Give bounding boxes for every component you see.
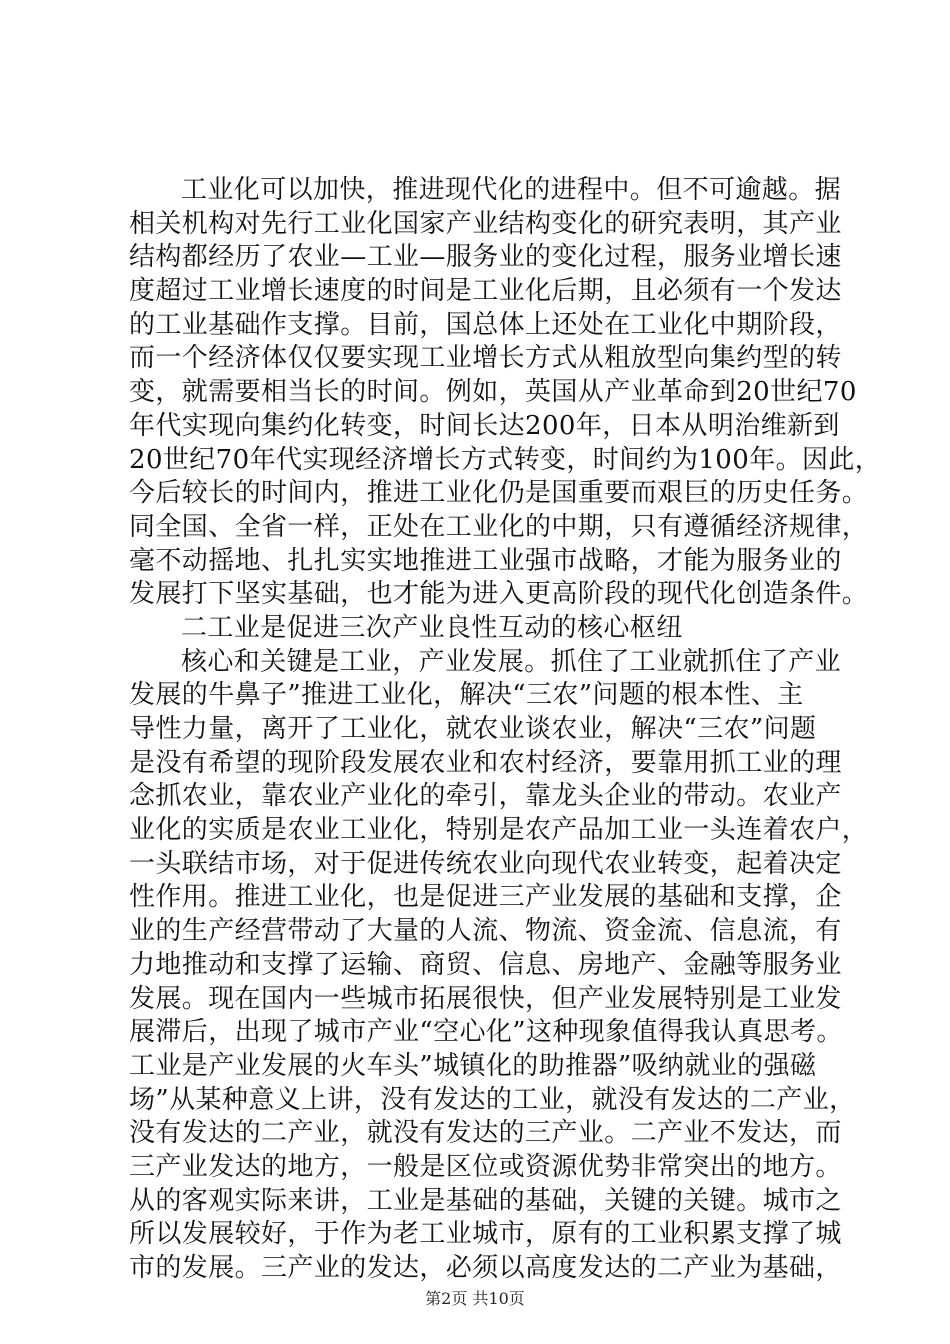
text-line: 展滞后，出现了城市产业“空心化”这种现象值得我认真思考。 xyxy=(129,1017,843,1048)
text-line: 工业化可以加快，推进现代化的进程中。但不可逾越。据 xyxy=(181,175,842,205)
text-line: 没有发达的二产业，就没有发达的三产业。二产业不发达，而 xyxy=(129,1118,842,1149)
text-line: 变，就需要相当长的时间。例如，英国从产业革命到20世纪70 xyxy=(129,377,857,408)
text-line: 核心和关键是工业，产业发展。抓住了工业就抓住了产业 xyxy=(181,646,842,677)
text-line: 是没有希望的现阶段发展农业和农村经济，要靠用抓工业的理 xyxy=(129,747,842,778)
text-line: 今后较长的时间内，推进工业化仍是国重要而艰巨的历史任务。 xyxy=(129,478,869,509)
text-line: 场”从某种意义上讲，没有发达的工业，就没有发达的二产业， xyxy=(129,1084,856,1115)
text-line: 相关机构对先行工业化国家产业结构变化的研究表明，其产业 xyxy=(129,208,842,239)
text-line: 导性力量，离开了工业化，就农业谈农业，解决“三农”问题 xyxy=(129,714,817,744)
text-line: 性作用。推进工业化，也是促进三产业发展的基础和支撑，企 xyxy=(129,882,842,913)
text-line: 一头联结市场，对于促进传统农业向现代农业转变，起着决定 xyxy=(129,848,842,879)
page-number: 第2页 共10页 xyxy=(425,1289,525,1308)
text-line: 念抓农业，靠农业产业化的牵引，靠龙头企业的带动。农业产 xyxy=(129,781,842,812)
text-line: 发展的牛鼻子”推进工业化，解决“三农”问题的根本性、主 xyxy=(129,680,804,711)
text-line: 业化的实质是农业工业化，特别是农产品加工业一头连着农户， xyxy=(129,815,869,846)
text-line: 同全国、全省一样，正处在工业化的中期，只有遵循经济规律， xyxy=(129,511,869,542)
text-line: 20世纪70年代实现经济增长方式转变，时间约为100年。因此， xyxy=(129,444,882,475)
text-line: 的工业基础作支撑。目前，国总体上还处在工业化中期阶段， xyxy=(129,309,842,340)
text-line: 从的客观实际来讲，工业是基础的基础，关键的关键。城市之 xyxy=(129,1185,842,1216)
body-text xyxy=(129,174,882,1286)
text-line: 力地推动和支撑了运输、商贸、信息、房地产、金融等服务业 xyxy=(129,949,842,980)
text-line: 市的发展。三产业的发达，必须以高度发达的二产业为基础， xyxy=(129,1253,842,1283)
text-line: 二工业是促进三次产业良性互动的核心枢纽 xyxy=(181,612,683,643)
text-line: 发展。现在国内一些城市拓展很快，但产业发展特别是工业发 xyxy=(129,983,842,1014)
text-line: 所以发展较好，于作为老工业城市，原有的工业积累支撑了城 xyxy=(129,1219,842,1250)
text-line: 发展打下坚实基础，也才能为进入更高阶段的现代化创造条件。 xyxy=(129,579,869,610)
text-line: 年代实现向集约化转变，时间长达200年，日本从明治维新到 xyxy=(129,410,840,441)
text-line: 毫不动摇地、扎扎实实地推进工业强市战略，才能为服务业的 xyxy=(129,545,842,576)
text-line: 三产业发达的地方，一般是区位或资源优势非常突出的地方。 xyxy=(129,1151,842,1182)
text-line: 工业是产业发展的火车头”城镇化的助推器”吸纳就业的强磁 xyxy=(129,1050,817,1081)
text-line: 而一个经济体仅仅要实现工业增长方式从粗放型向集约型的转 xyxy=(129,343,842,374)
text-line: 结构都经历了农业—工业—服务业的变化过程，服务业增长速 xyxy=(129,242,842,273)
text-line: 度超过工业增长速度的时间是工业化后期，且必须有一个发达 xyxy=(129,276,842,307)
text-line: 业的生产经营带动了大量的人流、物流、资金流、信息流，有 xyxy=(129,916,842,947)
